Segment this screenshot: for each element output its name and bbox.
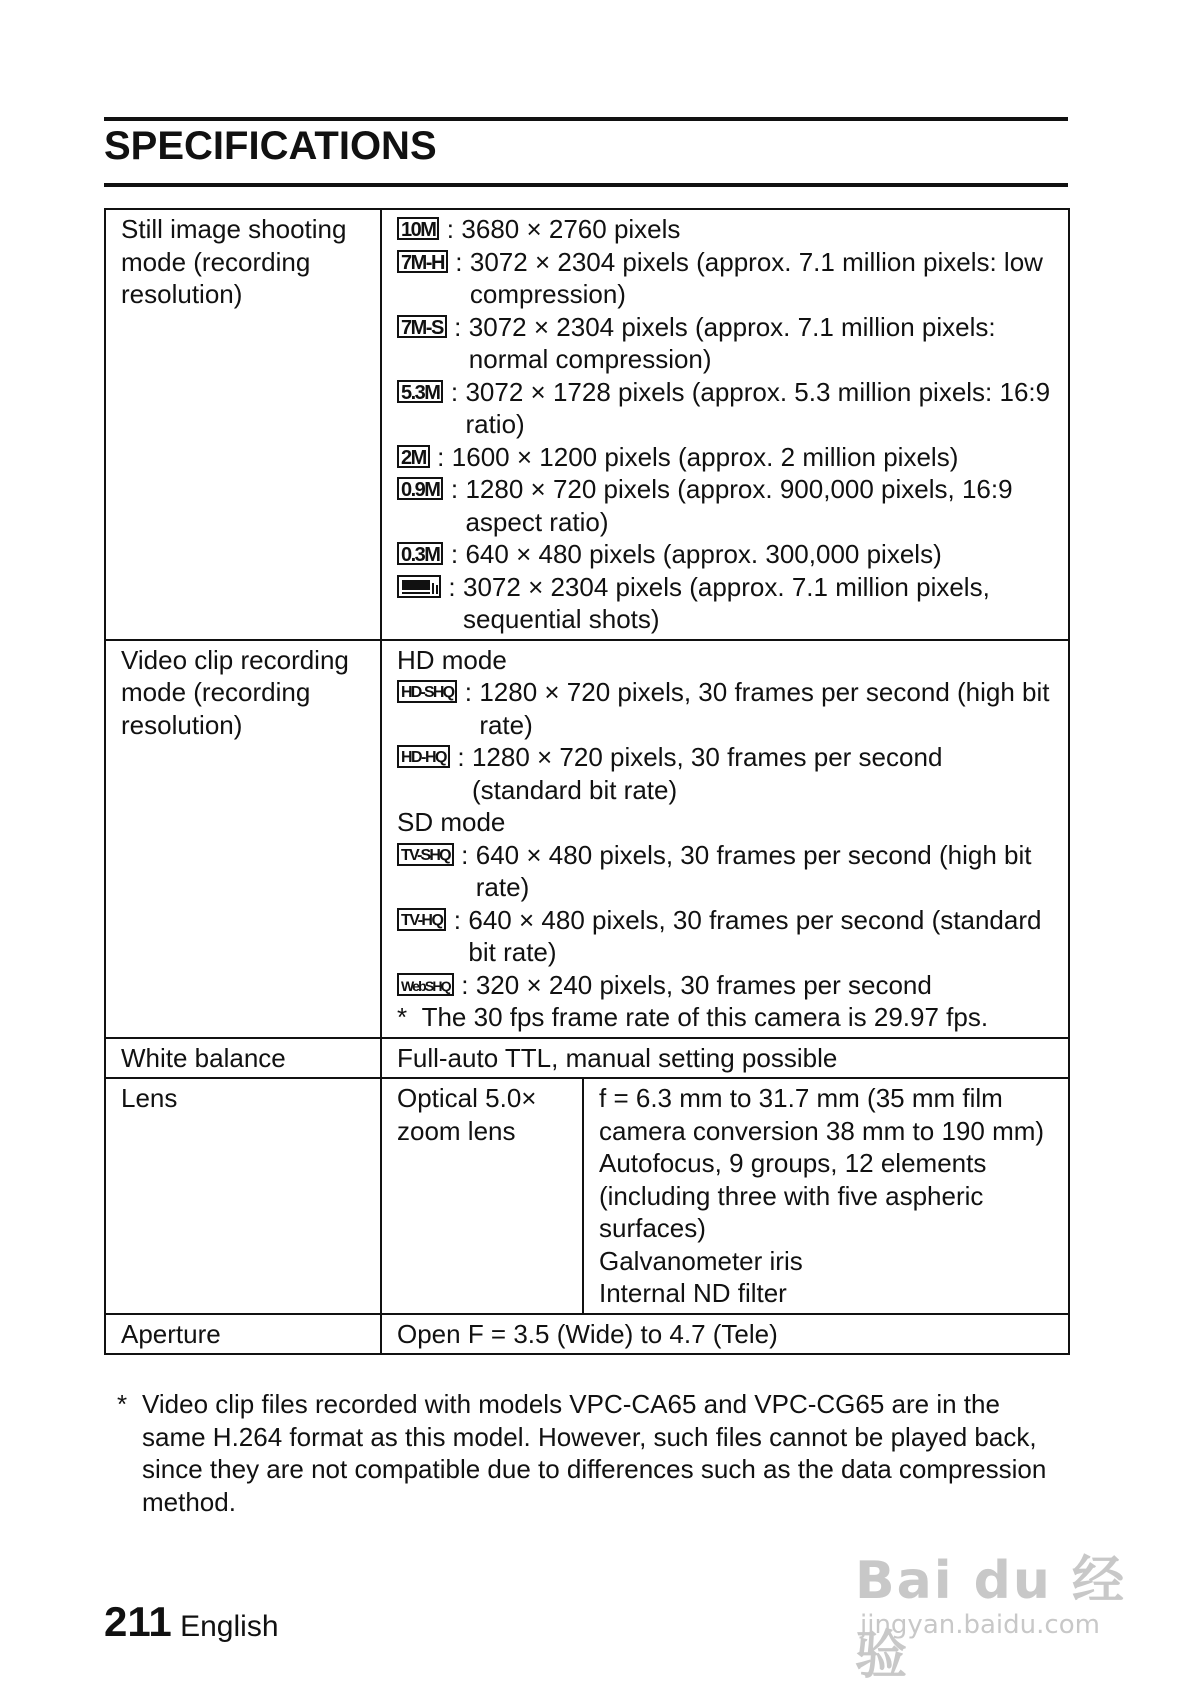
list-item: 5.3M : 3072 × 1728 pixels (approx. 5.3 million pixels: 16:9 ratio) bbox=[397, 376, 1056, 441]
web-shq-icon: WebSHQ bbox=[397, 973, 454, 996]
hd-hq-icon: HD-HQ bbox=[397, 745, 450, 768]
list-item: WebSHQ : 320 × 240 pixels, 30 frames per second bbox=[397, 969, 1056, 1002]
list-item: 7M-H : 3072 × 2304 pixels (approx. 7.1 million pixels: low compression) bbox=[397, 246, 1056, 311]
lens-sub-label: Optical 5.0× zoom lens bbox=[381, 1078, 583, 1314]
lens-line: Galvanometer iris bbox=[599, 1245, 803, 1276]
footnote-marker: * bbox=[117, 1389, 128, 1419]
tv-shq-icon: TV-SHQ bbox=[397, 843, 454, 866]
item-text: 1600 × 1200 pixels (approx. 2 million pixels) bbox=[451, 441, 959, 472]
page-footer bbox=[104, 1598, 279, 1646]
row-value: Open F = 3.5 (Wide) to 4.7 (Tele) bbox=[381, 1314, 1069, 1355]
list-item: TV-SHQ : 640 × 480 pixels, 30 frames per second (high bit rate) bbox=[397, 839, 1056, 904]
row-label: Lens bbox=[105, 1078, 381, 1314]
list-item: : 3072 × 2304 pixels (approx. 7.1 million pixels, sequential shots) bbox=[397, 571, 1056, 636]
footnote bbox=[117, 1388, 1067, 1518]
page-number: 211 bbox=[104, 1598, 172, 1645]
row-label: Aperture bbox=[105, 1314, 381, 1355]
top-rule bbox=[104, 117, 1068, 121]
5-3m-icon: 5.3M bbox=[397, 380, 443, 403]
sequential-shots-icon bbox=[397, 575, 441, 598]
hd-shq-icon: HD-SHQ bbox=[397, 680, 457, 703]
tv-hq-icon: TV-HQ bbox=[397, 908, 446, 931]
table-row-white-balance bbox=[105, 1038, 1069, 1079]
list-item: TV-HQ : 640 × 480 pixels, 30 frames per second (standard bit rate) bbox=[397, 904, 1056, 969]
item-text: 3072 × 2304 pixels (approx. 7.1 million pixels, sequential shots) bbox=[463, 571, 990, 634]
item-text: 640 × 480 pixels, 30 frames per second (high bit rate) bbox=[475, 839, 1032, 902]
title-underline bbox=[104, 183, 1068, 187]
row-label: Video clip recording mode (recording resolution) bbox=[105, 640, 381, 1038]
row-value: Full-auto TTL, manual setting possible bbox=[381, 1038, 1069, 1079]
item-text: 1280 × 720 pixels, 30 frames per second (high bit rate) bbox=[479, 677, 1050, 740]
list-item: 2M : 1600 × 1200 pixels (approx. 2 million pixels) bbox=[397, 441, 1056, 474]
lens-line: Autofocus, 9 groups, 12 elements (including three with five aspheric surfaces) bbox=[599, 1148, 987, 1243]
note-text: The 30 fps frame rate of this camera is 29.97 fps. bbox=[421, 1002, 989, 1032]
item-text: 3072 × 1728 pixels (approx. 5.3 million pixels: 16:9 ratio) bbox=[465, 376, 1051, 439]
baidu-watermark bbox=[855, 1520, 1155, 1686]
list-item: 7M-S : 3072 × 2304 pixels (approx. 7.1 million pixels: normal compression) bbox=[397, 311, 1056, 376]
frame-rate-note: * The 30 fps frame rate of this camera is 29.97 fps. bbox=[397, 1002, 989, 1032]
list-item: HD-HQ : 1280 × 720 pixels, 30 frames per second (standard bit rate) bbox=[397, 741, 1056, 806]
table-row-still-image bbox=[105, 209, 1069, 640]
row-label: Still image shooting mode (recording resolution) bbox=[105, 209, 381, 640]
watermark-logo: Bai du 经验 bbox=[855, 1551, 1126, 1686]
list-item: HD-SHQ : 1280 × 720 pixels, 30 frames per second (high bit rate) bbox=[397, 676, 1056, 741]
lens-line: Internal ND filter bbox=[599, 1278, 787, 1308]
item-text: 3680 × 2760 pixels bbox=[461, 214, 681, 244]
specifications-table bbox=[104, 208, 1070, 1355]
table-row-video-clip bbox=[105, 640, 1069, 1038]
list-item: 0.3M : 640 × 480 pixels (approx. 300,000 pixels) bbox=[397, 538, 1056, 571]
row-label: White balance bbox=[105, 1038, 381, 1079]
item-text: 1280 × 720 pixels, 30 frames per second (standard bit rate) bbox=[471, 742, 943, 805]
table-row-lens bbox=[105, 1078, 1069, 1314]
0-9m-icon: 0.9M bbox=[397, 477, 443, 500]
item-text: 3072 × 2304 pixels (approx. 7.1 million pixels: normal compression) bbox=[468, 311, 996, 374]
page-language: English bbox=[180, 1610, 279, 1643]
footnote-text: Video clip files recorded with models VPC-CA65 and VPC-CG65 are in the same H.264 format as this model. However, such files cannot be played back, since they are not compatible due to differences such as the data compression method. bbox=[142, 1389, 1047, 1517]
item-text: 320 × 240 pixels, 30 frames per second bbox=[475, 969, 932, 1000]
row-value bbox=[381, 640, 1069, 1038]
0-3m-icon: 0.3M bbox=[397, 542, 443, 565]
7m-h-icon: 7M-H bbox=[397, 250, 448, 273]
sd-mode-heading: SD mode bbox=[397, 807, 506, 837]
2m-icon: 2M bbox=[397, 445, 430, 468]
list-item: 10M : 3680 × 2760 pixels bbox=[397, 213, 1056, 246]
page-title: SPECIFICATIONS bbox=[104, 124, 437, 168]
item-text: 640 × 480 pixels, 30 frames per second (standard bit rate) bbox=[468, 904, 1042, 967]
item-text: 640 × 480 pixels (approx. 300,000 pixels) bbox=[465, 539, 942, 569]
10m-icon: 10M bbox=[397, 217, 439, 240]
row-value bbox=[381, 209, 1069, 640]
7m-s-icon: 7M-S bbox=[397, 315, 447, 338]
row-value bbox=[583, 1078, 1069, 1314]
table-row-aperture bbox=[105, 1314, 1069, 1355]
hd-mode-heading: HD mode bbox=[397, 644, 507, 675]
lens-line: f = 6.3 mm to 31.7 mm (35 mm film camera conversion 38 mm to 190 mm) bbox=[599, 1083, 1045, 1146]
item-text: 1280 × 720 pixels (approx. 900,000 pixels, 16:9 aspect ratio) bbox=[465, 474, 1013, 537]
list-item: 0.9M : 1280 × 720 pixels (approx. 900,000 pixels, 16:9 aspect ratio) bbox=[397, 473, 1056, 538]
item-text: 3072 × 2304 pixels (approx. 7.1 million pixels: low compression) bbox=[469, 246, 1043, 309]
watermark-url: jingyan.baidu.com bbox=[860, 1610, 1100, 1640]
